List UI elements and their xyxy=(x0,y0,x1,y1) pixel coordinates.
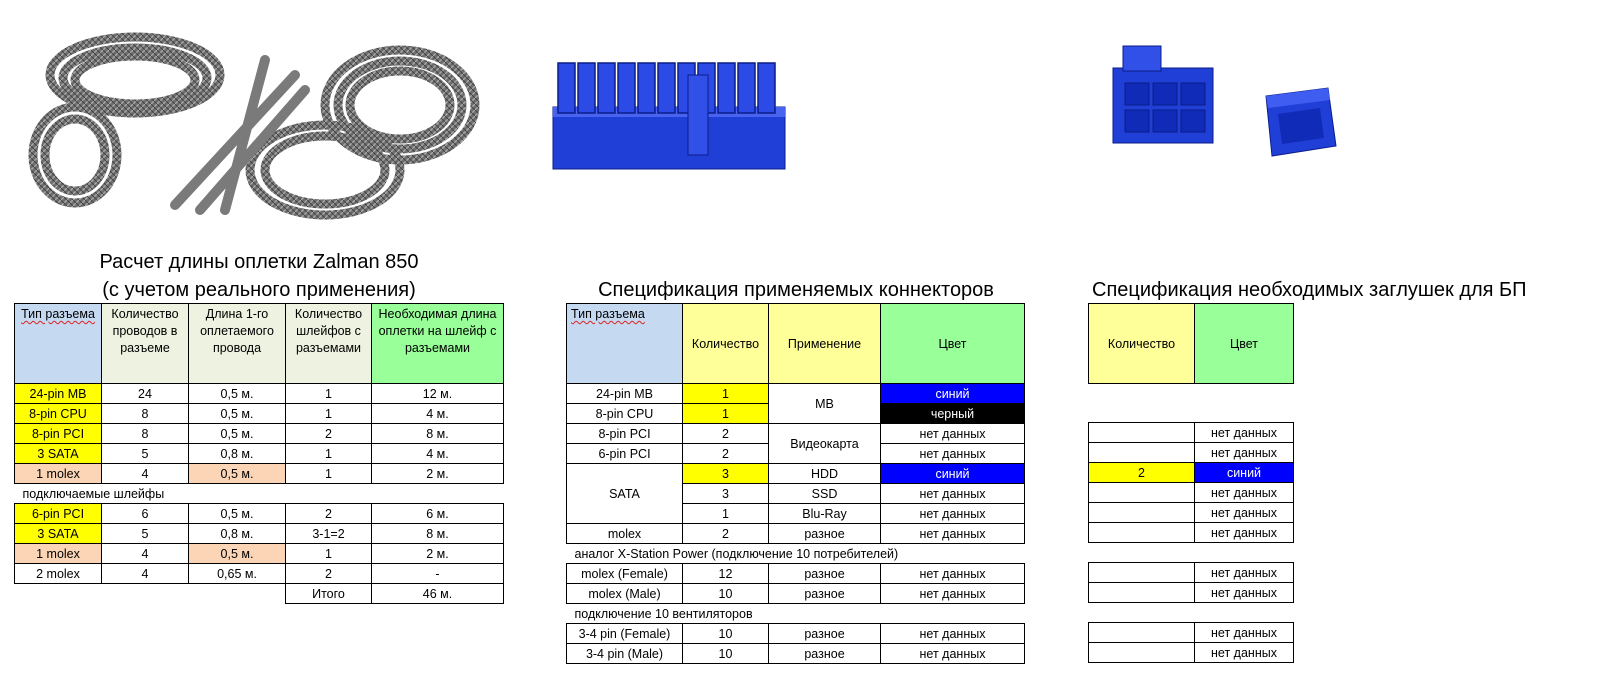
table-row: 2 molex 4 0,65 м. 2 - xyxy=(15,564,504,584)
table-row: 6-pin PCI 6 0,5 м. 2 6 м. xyxy=(15,504,504,524)
plug-spec-table xyxy=(1088,303,1294,663)
header-length: Длина 1-го оплетаемого провода xyxy=(189,304,286,384)
braid-length-table xyxy=(14,303,504,604)
header-quantity: Количество xyxy=(683,304,769,384)
table-row: нет данных xyxy=(1089,583,1294,603)
xstation-note: аналог X-Station Power (подключение 10 потребителей) xyxy=(574,546,899,561)
header-color: Цвет xyxy=(1195,304,1294,384)
total-label: Итого xyxy=(286,584,372,604)
header-color: Цвет xyxy=(881,304,1025,384)
section-label: подключаемые шлейфы xyxy=(22,486,165,501)
header-need: Необходимая длина оплетки на шлейф с разъемами xyxy=(372,304,504,384)
table-row: нет данных xyxy=(1089,483,1294,503)
table-row: 3-4 pin (Male) 10 разное нет данных xyxy=(567,644,1025,664)
table-row: нет данных xyxy=(1089,503,1294,523)
left-title-line2: (с учетом реального применения) xyxy=(102,279,416,301)
fans-note: подключение 10 вентиляторов xyxy=(574,606,753,621)
table-row: 8-pin PCI 2 Видеокарта нет данных xyxy=(567,424,1025,444)
table-row: 6-pin PCI 2 нет данных xyxy=(567,444,1025,464)
table-row: нет данных xyxy=(1089,523,1294,543)
header-type: Тип разъема xyxy=(567,304,683,384)
table-row: 8-pin CPU 1 черный xyxy=(567,404,1025,424)
header-quantity: Количество xyxy=(1089,304,1195,384)
table-row: нет данных xyxy=(1089,563,1294,583)
table-row: SATA 3 HDD синий xyxy=(567,464,1025,484)
table-row: molex 2 разное нет данных xyxy=(567,524,1025,544)
right-title: Спецификация необходимых заглушек для БП xyxy=(1092,279,1527,301)
plug-cap-photo xyxy=(1258,84,1340,164)
table-row: 3 SSD нет данных xyxy=(567,484,1025,504)
table-row: 1 Blu-Ray нет данных xyxy=(567,504,1025,524)
table-row: 2 синий xyxy=(1089,463,1294,483)
sleeving-photo xyxy=(25,20,480,220)
table-row: molex (Female) 12 разное нет данных xyxy=(567,564,1025,584)
total-value: 46 м. xyxy=(372,584,504,604)
connector-spec-table xyxy=(566,303,1025,664)
header-usage: Применение xyxy=(769,304,881,384)
table-row: нет данных xyxy=(1089,623,1294,643)
table-row: 1 molex 4 0,5 м. 1 2 м. xyxy=(15,464,504,484)
header-type: Тип разъема xyxy=(15,304,102,384)
connector-24pin-photo xyxy=(548,55,788,175)
header-wires: Количество проводов в разъеме xyxy=(102,304,189,384)
middle-title: Спецификация применяемых коннекторов xyxy=(598,279,994,301)
table-row: molex (Male) 10 разное нет данных xyxy=(567,584,1025,604)
table-row: 24-pin MB 1 MB синий xyxy=(567,384,1025,404)
total-row xyxy=(15,584,504,604)
table-row: 1 molex 4 0,5 м. 1 2 м. xyxy=(15,544,504,564)
left-title-line1: Расчет длины оплетки Zalman 850 xyxy=(99,251,419,273)
table-row: 24-pin MB 24 0,5 м. 1 12 м. xyxy=(15,384,504,404)
table-row: 3-4 pin (Female) 10 разное нет данных xyxy=(567,624,1025,644)
table-row: 3 SATA 5 0,8 м. 3-1=2 8 м. xyxy=(15,524,504,544)
header-count: Количество шлейфов с разъемами xyxy=(286,304,372,384)
table-row: 8-pin PCI 8 0,5 м. 2 8 м. xyxy=(15,424,504,444)
table-row: 3 SATA 5 0,8 м. 1 4 м. xyxy=(15,444,504,464)
table-row: 8-pin CPU 8 0,5 м. 1 4 м. xyxy=(15,404,504,424)
connector-6pin-photo xyxy=(1105,38,1225,148)
table-row: нет данных xyxy=(1089,443,1294,463)
table-row: нет данных xyxy=(1089,643,1294,663)
table-row: нет данных xyxy=(1089,423,1294,443)
